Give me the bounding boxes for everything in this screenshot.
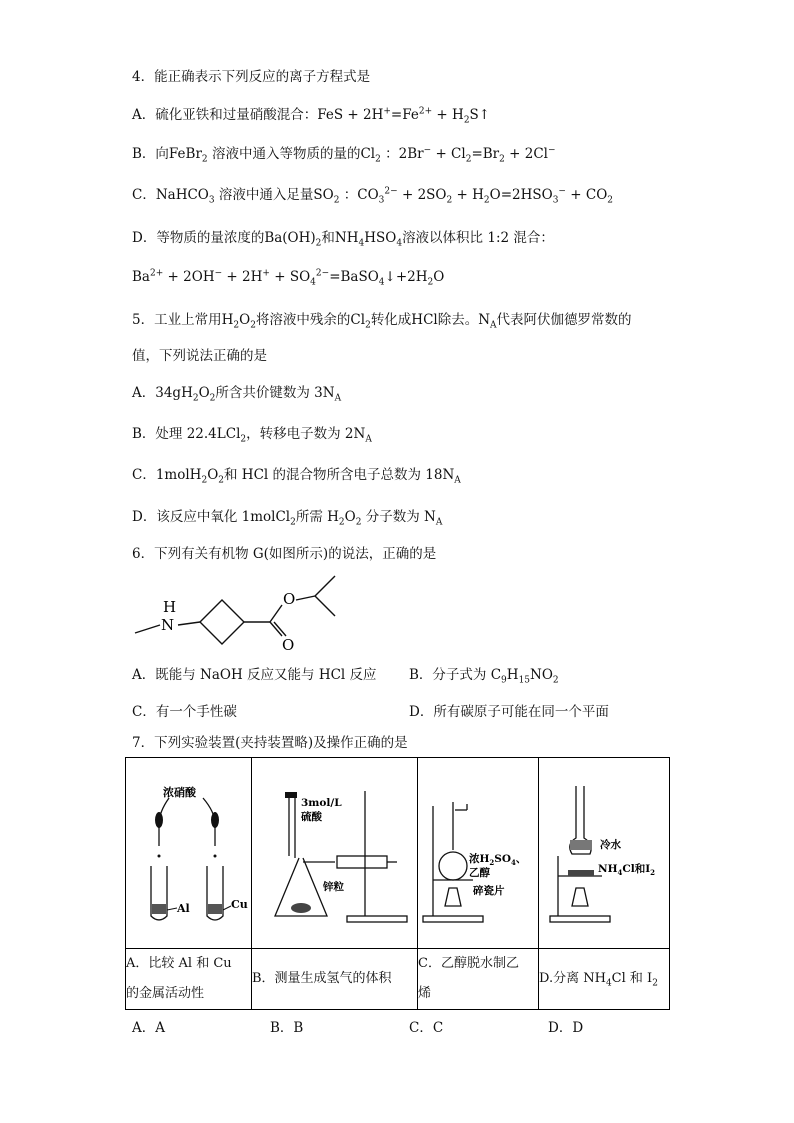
- zinc-granules: [291, 903, 311, 913]
- q5-option-d: D．该反应中氧化 1molCl$_2$所需 $H_2O_2$ 分子数为 $N_A$: [132, 509, 443, 528]
- figure-a-cell: [126, 758, 252, 949]
- al-sample: [152, 904, 166, 914]
- q7-answer-d: D．D: [548, 1020, 584, 1036]
- figure-b-cell: [252, 758, 418, 949]
- q5-stem-line1: 5．工业上常用$H_2O_2$将溶液中残余的$Cl_2$转化成HCl除去。$N_A$代表阿伏伽德罗常数的: [132, 312, 632, 331]
- structure-diagram: [130, 570, 360, 655]
- label-reagent-a: 浓$H_2SO_4$、: [469, 853, 527, 867]
- figure-a-test-tubes: [129, 776, 249, 926]
- q5-option-c: C．$1molH_2O_2$和 HCl 的混合物所含电子总数为 $18N_A$: [132, 467, 461, 486]
- label-o-ester: O: [283, 590, 296, 608]
- label-porcelain-chips: 碎瓷片: [473, 885, 505, 897]
- label-n: N: [161, 616, 175, 634]
- q7-answer-b: B．B: [270, 1020, 304, 1036]
- label-ethanol: 乙醇: [469, 867, 490, 879]
- label-h: H: [163, 598, 177, 616]
- q5-option-a: A．$34gH_2O_2$所含共价键数为 $3N_A$: [132, 385, 342, 404]
- q6-option-b: B．分子式为 $C_9H_{15}NO_2$: [409, 667, 559, 686]
- label-sulfuric-acid: 硫酸: [300, 811, 322, 823]
- figure-c-dehydration-apparatus: [419, 776, 537, 926]
- q6-stem: 6．下列有关有机物 G(如图所示)的说法，正确的是: [132, 546, 437, 562]
- q4-option-a: A．硫化亚铁和过量硝酸混合：FeS + $2H^+=Fe^{2+}$ + $H_2S↑$: [132, 106, 491, 126]
- q6-option-a: A．既能与 NaOH 反应又能与 HCl 反应: [132, 667, 377, 683]
- figure-b-gas-apparatus: [255, 776, 415, 926]
- caption-a: A．比较 Al 和 Cu 的金属活动性: [126, 949, 252, 1010]
- cold-water-region: [570, 840, 592, 850]
- caption-d: D.分离 $NH_4Cl$ 和 $I_2$: [539, 949, 670, 1010]
- q7-answer-a: A．A: [132, 1020, 165, 1036]
- q4-option-d: D．等物质的量浓度的$Ba(OH)_2$和$NH_4HSO_4$溶液以体积比 1:2 混合：: [132, 230, 554, 249]
- label-cold-water: 冷水: [599, 839, 621, 851]
- figure-c-cell: [418, 758, 539, 949]
- q5-stem-line2: 值，下列说法正确的是: [132, 348, 267, 364]
- label-cu: Cu: [230, 898, 248, 911]
- q7-answer-c: C．C: [409, 1020, 444, 1036]
- q5-option-b: B．处理 22.4LCl$_2$，转移电子数为 $2N_A$: [132, 426, 372, 445]
- caption-b: B．测量生成氢气的体积: [252, 949, 418, 1010]
- label-al: Al: [176, 902, 190, 915]
- q4-option-d-equation: $Ba^{2+} + 2OH^- + 2H^+$ + $SO_4^{2-}=BaSO_4↓+2H_2O$: [132, 268, 445, 288]
- figure-d-cell: [539, 758, 670, 949]
- dropper-bulb-left: [155, 812, 163, 828]
- figure-d-sublimation-apparatus: [542, 776, 667, 926]
- q4-option-b: B．向FeBr$_2$ 溶液中通入等物质的量的$Cl_2$ ：$2Br^- + Cl_2=Br_2 + 2Cl^-$: [132, 145, 556, 165]
- q7-stem: 7．下列实验装置(夹持装置略)及操作正确的是: [132, 735, 408, 751]
- q4-stem: 4．能正确表示下列反应的离子方程式是: [132, 69, 371, 85]
- caption-c: C．乙醇脱水制乙 烯: [418, 949, 539, 1010]
- cu-sample: [208, 904, 222, 914]
- q4-option-c: C．NaHCO$_3$ 溶液中通入足量$SO_2$ ：$CO_3^{2-} + 2SO_2 + H_2O=2HSO_3^- + CO_2$: [132, 186, 613, 206]
- label-concentration: 3mol/L: [300, 797, 342, 809]
- apparatus-table: [125, 757, 670, 1010]
- label-conc-nitric-acid: 浓硝酸: [162, 786, 196, 799]
- q6-option-d: D．所有碳原子可能在同一个平面: [409, 704, 609, 720]
- dropper-bulb-right: [211, 812, 219, 828]
- label-o-carbonyl: O: [282, 636, 295, 654]
- q6-option-c: C．有一个手性碳: [132, 704, 237, 720]
- label-zinc: 锌粒: [322, 881, 344, 893]
- label-mixture: $NH_4Cl$和$I_2$: [597, 863, 655, 877]
